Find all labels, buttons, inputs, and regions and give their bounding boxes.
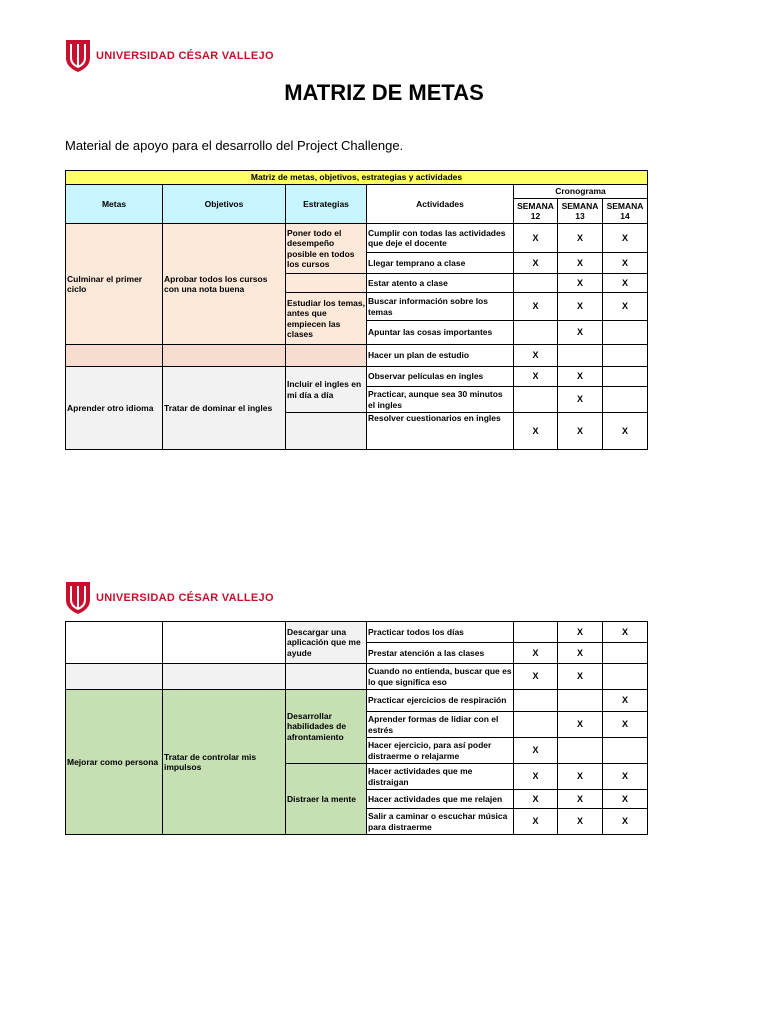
meta-cell: Mejorar como persona	[66, 690, 163, 835]
week-mark	[603, 321, 648, 345]
strategy-cell: Poner todo el desempeño posible en todos los cursos	[286, 224, 367, 274]
week-mark: X	[603, 274, 648, 293]
week-mark: X	[558, 293, 603, 321]
header-cronograma: Cronograma	[514, 185, 648, 199]
week-mark	[514, 712, 558, 738]
week-mark: X	[558, 253, 603, 274]
goals-matrix-table-continued	[65, 621, 648, 835]
week-mark: X	[514, 790, 558, 809]
week-mark: X	[603, 790, 648, 809]
week-mark: X	[514, 345, 558, 367]
activity-cell: Cumplir con todas las actividades que deje el docente	[367, 224, 514, 253]
week-mark	[603, 738, 648, 764]
meta-cell: Culminar el primer ciclo	[66, 224, 163, 345]
empty-objective-cell	[163, 622, 286, 664]
week-mark: X	[603, 293, 648, 321]
week-mark: X	[603, 690, 648, 712]
activity-cell: Hacer ejercicio, para así poder distraerme o relajarme	[367, 738, 514, 764]
week-mark	[603, 367, 648, 387]
activity-cell: Buscar información sobre los temas	[367, 293, 514, 321]
week-mark: X	[514, 293, 558, 321]
week-mark: X	[558, 664, 603, 690]
empty-meta-cell	[66, 345, 163, 367]
goals-matrix-table	[65, 170, 648, 450]
week-mark: X	[603, 622, 648, 643]
week-mark	[514, 274, 558, 293]
activity-cell: Practicar ejercicios de respiración	[367, 690, 514, 712]
week-mark: X	[514, 809, 558, 835]
header-semana-13: SEMANA 13	[558, 199, 603, 224]
week-mark: X	[514, 738, 558, 764]
header-actividades: Actividades	[367, 185, 514, 224]
week-mark: X	[558, 622, 603, 643]
week-mark: X	[558, 712, 603, 738]
activity-cell: Practicar, aunque sea 30 minutos el ingles	[367, 387, 514, 413]
week-mark	[558, 690, 603, 712]
header-estrategias: Estrategias	[286, 185, 367, 224]
header-semana-14: SEMANA 14	[603, 199, 648, 224]
week-mark: X	[558, 413, 603, 450]
activity-cell: Prestar atención a las clases	[367, 643, 514, 664]
shield-logo-icon	[66, 40, 90, 72]
week-mark	[514, 387, 558, 413]
week-mark	[514, 321, 558, 345]
empty-objective-cell	[163, 664, 286, 690]
page-subtitle: Material de apoyo para el desarrollo del Project Challenge.	[65, 138, 404, 153]
strategy-cell: Desarrollar habilidades de afrontamiento	[286, 690, 367, 764]
week-mark: X	[558, 224, 603, 253]
week-mark: X	[514, 664, 558, 690]
week-mark	[603, 664, 648, 690]
week-mark	[514, 690, 558, 712]
empty-objective-cell	[163, 345, 286, 367]
week-mark: X	[603, 764, 648, 790]
empty-meta-cell	[66, 622, 163, 664]
week-mark: X	[514, 643, 558, 664]
objective-cell: Tratar de controlar mis impulsos	[163, 690, 286, 835]
week-mark	[603, 387, 648, 413]
week-mark: X	[558, 643, 603, 664]
activity-cell: Resolver cuestionarios en ingles	[367, 413, 514, 450]
table-caption: Matriz de metas, objetivos, estrategias y actividades	[66, 171, 648, 185]
activity-cell: Aprender formas de lidiar con el estrés	[367, 712, 514, 738]
strategy-cell: Distraer la mente	[286, 764, 367, 835]
header-metas: Metas	[66, 185, 163, 224]
week-mark: X	[514, 413, 558, 450]
shield-logo-icon	[66, 582, 90, 614]
empty-strategy-cell	[286, 413, 367, 450]
header-objetivos: Objetivos	[163, 185, 286, 224]
empty-strategy-cell	[286, 345, 367, 367]
objective-cell: Tratar de dominar el ingles	[163, 367, 286, 450]
activity-cell: Salir a caminar o escuchar música para distraerme	[367, 809, 514, 835]
week-mark: X	[558, 367, 603, 387]
strategy-cell: Descargar una aplicación que me ayude	[286, 622, 367, 664]
activity-cell: Observar películas en ingles	[367, 367, 514, 387]
strategy-cell: Incluir el ingles en mi día a día	[286, 367, 367, 413]
empty-meta-cell	[66, 664, 163, 690]
week-mark: X	[558, 321, 603, 345]
week-mark: X	[603, 809, 648, 835]
activity-cell: Llegar temprano a clase	[367, 253, 514, 274]
university-logo	[66, 582, 274, 614]
activity-cell: Cuando no entienda, buscar que es lo que significa eso	[367, 664, 514, 690]
activity-cell: Hacer actividades que me distraigan	[367, 764, 514, 790]
page-title: MATRIZ DE METAS	[284, 80, 484, 105]
empty-strategy-cell	[286, 274, 367, 293]
week-mark	[558, 345, 603, 367]
week-mark: X	[514, 367, 558, 387]
week-mark: X	[514, 253, 558, 274]
week-mark: X	[558, 387, 603, 413]
week-mark: X	[558, 274, 603, 293]
activity-cell: Apuntar las cosas importantes	[367, 321, 514, 345]
university-logo	[66, 40, 274, 72]
week-mark: X	[603, 712, 648, 738]
week-mark: X	[558, 764, 603, 790]
week-mark: X	[603, 224, 648, 253]
week-mark	[514, 622, 558, 643]
meta-cell: Aprender otro idioma	[66, 367, 163, 450]
strategy-cell: Estudiar los temas, antes que empiecen las clases	[286, 293, 367, 345]
header-semana-12: SEMANA 12	[514, 199, 558, 224]
university-name: UNIVERSIDAD CÉSAR VALLEJO	[96, 50, 274, 62]
week-mark: X	[603, 253, 648, 274]
week-mark: X	[558, 809, 603, 835]
week-mark	[603, 345, 648, 367]
week-mark	[603, 643, 648, 664]
activity-cell: Hacer actividades que me relajen	[367, 790, 514, 809]
week-mark: X	[603, 413, 648, 450]
week-mark	[558, 738, 603, 764]
week-mark: X	[558, 790, 603, 809]
activity-cell: Hacer un plan de estudio	[367, 345, 514, 367]
objective-cell: Aprobar todos los cursos con una nota buena	[163, 224, 286, 345]
week-mark: X	[514, 764, 558, 790]
activity-cell: Practicar todos los días	[367, 622, 514, 643]
week-mark: X	[514, 224, 558, 253]
university-name: UNIVERSIDAD CÉSAR VALLEJO	[96, 592, 274, 604]
activity-cell: Estar atento a clase	[367, 274, 514, 293]
empty-strategy-cell	[286, 664, 367, 690]
